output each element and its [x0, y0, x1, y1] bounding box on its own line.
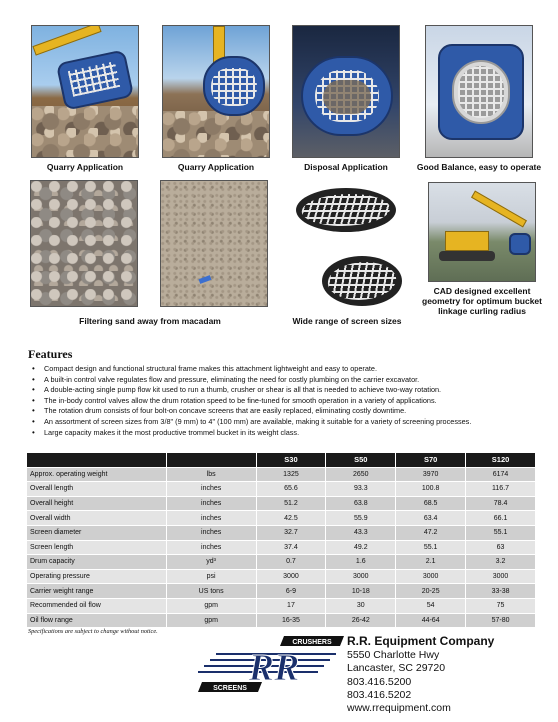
caption-quarry-2: Quarry Application: [177, 162, 255, 172]
spec-s120: 57-80: [466, 613, 536, 628]
spec-row: [27, 467, 536, 482]
caption-cad-line3: linkage curling radius: [438, 306, 526, 316]
caption-macadam: Filtering sand away from macadam: [79, 316, 221, 326]
spec-row: [27, 496, 536, 511]
phone-2: 803.416.5202: [347, 689, 412, 701]
spec-s30: 1325: [256, 467, 326, 482]
spec-s120: 3.2: [466, 555, 536, 570]
spec-note: Specifications are subject to change without notice.: [28, 628, 158, 635]
macadam-photo: [30, 180, 138, 307]
spec-header-s50: S50: [326, 453, 396, 468]
balance-photo: [425, 25, 533, 158]
spec-label: Oil flow range: [27, 613, 167, 628]
logo-top-word: CRUSHERS: [292, 639, 332, 646]
spec-s70: 55.1: [396, 540, 466, 555]
spec-s30: 0.7: [256, 555, 326, 570]
spec-row: [27, 525, 536, 540]
disposal-photo: [292, 25, 400, 158]
spec-unit: inches: [166, 525, 256, 540]
spec-s30: 6-9: [256, 584, 326, 599]
spec-s30: 51.2: [256, 496, 326, 511]
spec-header-unit: [166, 453, 256, 468]
spec-s120: 78.4: [466, 496, 536, 511]
spec-s30: 32.7: [256, 525, 326, 540]
spec-label: Carrier weight range: [27, 584, 167, 599]
company-name: R.R. Equipment Company: [347, 634, 495, 648]
caption-cad: [415, 286, 549, 316]
spec-s120: 116.7: [466, 482, 536, 497]
feature-item: • The in-body control valves allow the drum rotation speed to be fine-tuned for smooth operation in a variety of applications.: [30, 396, 545, 407]
address-street: 5550 Charlotte Hwy: [347, 649, 440, 661]
spec-s50: 55.9: [326, 511, 396, 526]
spec-label: Overall length: [27, 482, 167, 497]
spec-s50: 2650: [326, 467, 396, 482]
screen-sample-2: [322, 256, 402, 306]
logo-bottom-word: SCREENS: [213, 685, 247, 692]
spec-header-s30: S30: [256, 453, 326, 468]
spec-label: Recommended oil flow: [27, 598, 167, 613]
features-list: [30, 364, 545, 438]
spec-row: [27, 540, 536, 555]
spec-header-blank: [27, 453, 167, 468]
spec-s70: 54: [396, 598, 466, 613]
spec-s70: 68.5: [396, 496, 466, 511]
spec-label: Screen diameter: [27, 525, 167, 540]
spec-header-s70: S70: [396, 453, 466, 468]
spec-s30: 65.6: [256, 482, 326, 497]
spec-label: Approx. operating weight: [27, 467, 167, 482]
spec-s30: 17: [256, 598, 326, 613]
spec-s50: 3000: [326, 569, 396, 584]
feature-item: • An assortment of screen sizes from 3/8" (9 mm) to 4" (100 mm) are available, making it suitable for a variety of screening processes.: [30, 417, 545, 428]
spec-s70: 63.4: [396, 511, 466, 526]
spec-table-body: [27, 467, 536, 628]
spec-unit: psi: [166, 569, 256, 584]
excavator-photo: [428, 182, 536, 282]
spec-unit: inches: [166, 482, 256, 497]
quarry-photo-1: [31, 25, 139, 158]
spec-label: Screen length: [27, 540, 167, 555]
caption-cad-line1: CAD designed excellent: [433, 286, 531, 296]
spec-s50: 1.6: [326, 555, 396, 570]
spec-label: Overall width: [27, 511, 167, 526]
feature-item: • A double-acting single pump flow kit used to run a thumb, crusher or shear is all that is needed to achieve two-way rotation.: [30, 385, 545, 396]
spec-row: [27, 584, 536, 599]
feature-item: • The rotation drum consists of four bolt-on concave screens that are easily replaced, eliminating costly downtime.: [30, 406, 545, 417]
caption-disposal: Disposal Application: [304, 162, 388, 172]
spec-row: [27, 613, 536, 628]
features-heading: Features: [28, 347, 73, 361]
spec-s120: 3000: [466, 569, 536, 584]
spec-s30: 16-35: [256, 613, 326, 628]
feature-item: • Compact design and functional structural frame makes this attachment lightweight and easy to operate.: [30, 364, 545, 375]
spec-unit: inches: [166, 540, 256, 555]
spec-row: [27, 511, 536, 526]
spec-unit: gpm: [166, 598, 256, 613]
spec-s70: 44-64: [396, 613, 466, 628]
spec-s120: 66.1: [466, 511, 536, 526]
spec-s120: 55.1: [466, 525, 536, 540]
spec-table: [26, 452, 536, 628]
feature-item: • A built-in control valve regulates flow and pressure, eliminating the need for costly plumbing on the carrier excavator.: [30, 375, 545, 386]
spec-s70: 3970: [396, 467, 466, 482]
spec-header-row: [27, 453, 536, 468]
spec-s50: 30: [326, 598, 396, 613]
address-city: Lancaster, SC 29720: [347, 662, 446, 674]
spec-unit: lbs: [166, 467, 256, 482]
spec-header-s120: S120: [466, 453, 536, 468]
spec-label: Operating pressure: [27, 569, 167, 584]
spec-unit: US tons: [166, 584, 256, 599]
spec-s30: 37.4: [256, 540, 326, 555]
logo-letters: RR: [248, 647, 300, 689]
spec-row: [27, 555, 536, 570]
caption-cad-line2: geometry for optimum bucket: [422, 296, 542, 306]
spec-unit: yd³: [166, 555, 256, 570]
spec-s70: 20-25: [396, 584, 466, 599]
website-link[interactable]: www.rrequipment.com: [347, 702, 451, 714]
caption-screen-sizes: Wide range of screen sizes: [292, 316, 402, 326]
spec-label: Overall height: [27, 496, 167, 511]
spec-unit: inches: [166, 496, 256, 511]
spec-s70: 100.8: [396, 482, 466, 497]
quarry-photo-2: [162, 25, 270, 158]
spec-s50: 26-42: [326, 613, 396, 628]
caption-quarry-1: Quarry Application: [46, 162, 124, 172]
spec-label: Drum capacity: [27, 555, 167, 570]
caption-balance: Good Balance, easy to operate: [416, 162, 542, 172]
spec-s70: 3000: [396, 569, 466, 584]
spec-s120: 63: [466, 540, 536, 555]
sand-photo: [160, 180, 268, 307]
feature-item: • Large capacity makes it the most productive trommel bucket in its weight class.: [30, 428, 545, 439]
spec-s120: 75: [466, 598, 536, 613]
spec-s120: 33-38: [466, 584, 536, 599]
phone-1: 803.416.5200: [347, 676, 412, 688]
spec-s120: 6174: [466, 467, 536, 482]
spec-s50: 43.3: [326, 525, 396, 540]
spec-row: [27, 482, 536, 497]
spec-row: [27, 598, 536, 613]
spec-s30: 42.5: [256, 511, 326, 526]
spec-row: [27, 569, 536, 584]
spec-unit: inches: [166, 511, 256, 526]
spec-s70: 2.1: [396, 555, 466, 570]
spec-unit: gpm: [166, 613, 256, 628]
spec-s50: 63.8: [326, 496, 396, 511]
spec-s70: 47.2: [396, 525, 466, 540]
spec-s50: 10-18: [326, 584, 396, 599]
rr-logo: [196, 634, 346, 696]
spec-s30: 3000: [256, 569, 326, 584]
spec-s50: 49.2: [326, 540, 396, 555]
screen-sample-1: [296, 188, 396, 232]
spec-s50: 93.3: [326, 482, 396, 497]
